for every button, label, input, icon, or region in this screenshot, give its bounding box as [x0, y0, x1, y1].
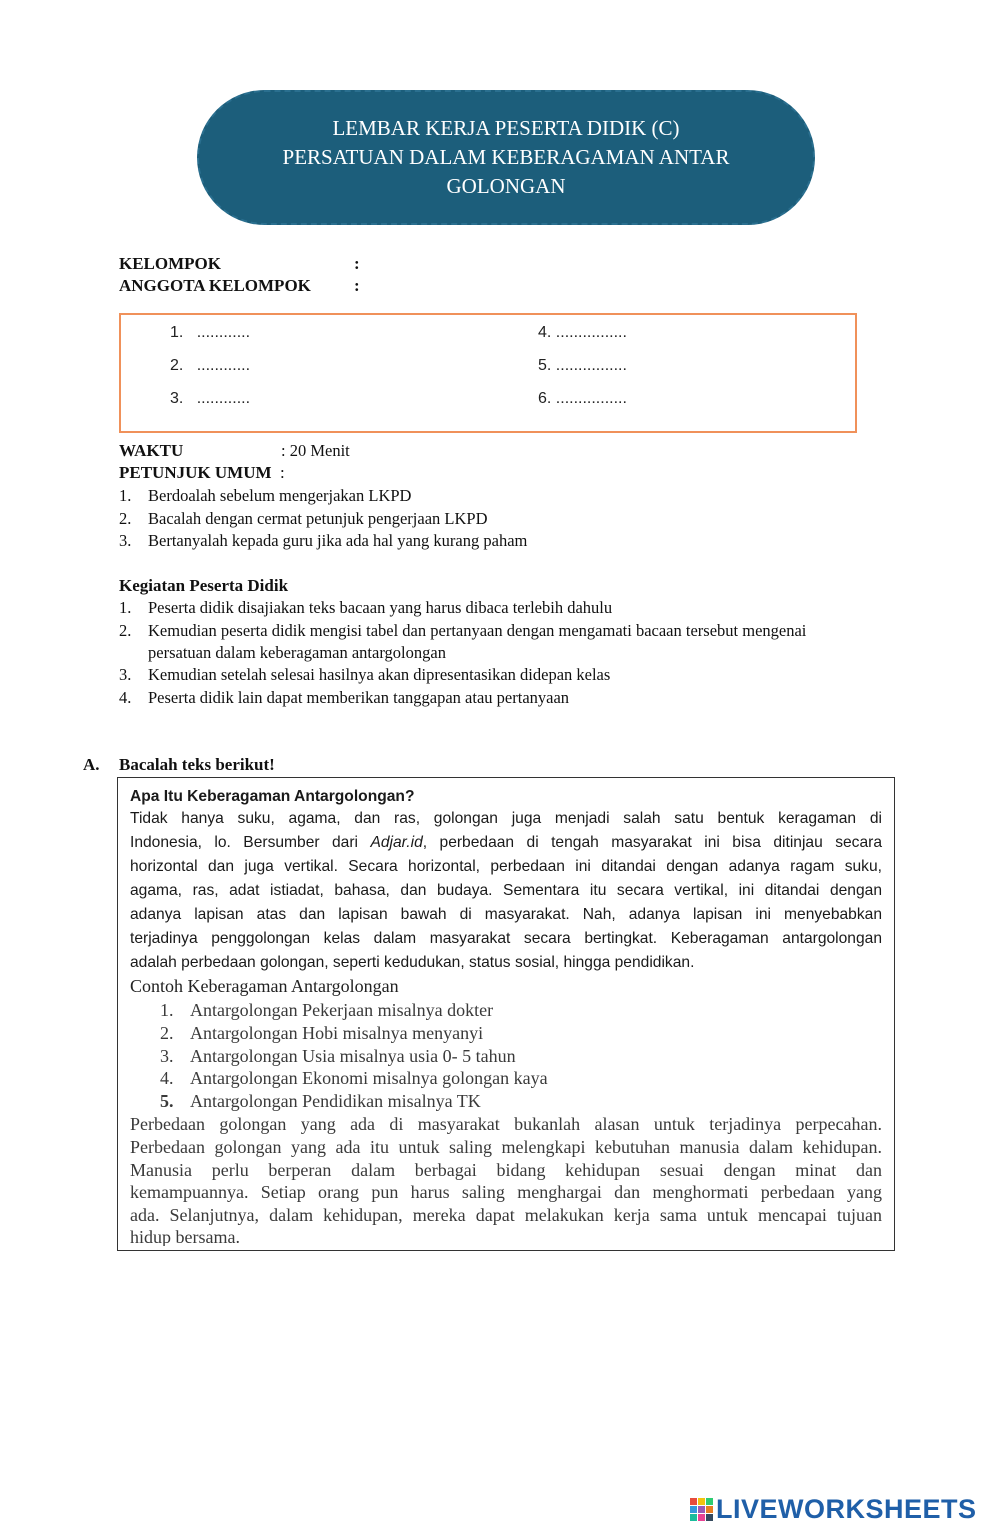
kegiatan-num-3: 3. — [119, 665, 132, 684]
kegiatan-num-2: 2. — [119, 621, 132, 640]
closing-line-4: kemampuannya. Setiap orang pun harus saling menghargai dan menghormati perbedaan yang — [130, 1182, 882, 1202]
petunjuk-item-3: Bertanyalah kepada guru jika ada hal yang kurang paham — [148, 531, 528, 550]
reading-line-4: agama, ras, adat istiadat, bahasa, dan budaya. Sementara itu secara vertikal, ini ditandai dengan — [130, 882, 882, 899]
logo-square — [706, 1506, 713, 1513]
reading-line-5: adanya lapisan atas dan lapisan bawah di masyarakat. Nah, adanya lapisan ini menyebabkan — [130, 906, 882, 923]
petunjuk-item-1: Berdoalah sebelum mengerjakan LKPD — [148, 486, 412, 505]
anggota-label: ANGGOTA KELOMPOK — [119, 276, 311, 295]
reading-line-2: Indonesia, lo. Bersumber dari Adjar.id, perbedaan di tengah masyarakat ini bisa ditinjau secara — [130, 834, 883, 851]
kegiatan-title: Kegiatan Peserta Didik — [119, 576, 289, 595]
petunjuk-num-3: 3. — [119, 531, 132, 550]
kegiatan-item-1: Peserta didik disajiakan teks bacaan yang harus dibaca terlebih dahulu — [148, 598, 613, 617]
contoh-item-5: Antargolongan Pendidikan misalnya TK — [190, 1091, 481, 1111]
petunjuk-num-2: 2. — [119, 509, 132, 528]
contoh-item-1: Antargolongan Pekerjaan misalnya dokter — [190, 1000, 494, 1020]
logo-square — [698, 1514, 705, 1521]
contoh-num-4: 4. — [160, 1068, 174, 1088]
logo-mark-icon — [690, 1498, 713, 1521]
kegiatan-item-2: Kemudian peserta didik mengisi tabel dan pertanyaan dengan mengamati bacaan tersebut mengenai — [148, 621, 807, 640]
reading-line-3: horizontal dan juga vertikal. Secara horizontal, perbedaan ini ditandai dengan adanya ragam suku, — [130, 858, 882, 875]
reading-line-1: Tidak hanya suku, agama, dan ras, golongan juga menjadi salah satu bentuk keragaman di — [130, 810, 882, 827]
contoh-title: Contoh Keberagaman Antargolongan — [130, 976, 399, 996]
logo-square — [690, 1498, 697, 1505]
closing-line-6-clip — [130, 1227, 240, 1246]
petunjuk-title: PETUNJUK UMUM : — [119, 463, 285, 482]
petunjuk-item-2: Bacalah dengan cermat petunjuk pengerjaan LKPD — [148, 509, 488, 528]
logo-square — [690, 1506, 697, 1513]
reading-heading: Apa Itu Keberagaman Antargolongan? — [130, 788, 415, 805]
reading-line-7: adalah perbedaan golongan, seperti kedudukan, status sosial, hingga pendidikan. — [130, 954, 695, 971]
logo-text: LIVEWORKSHEETS — [716, 1494, 977, 1524]
title-banner — [197, 90, 815, 225]
contoh-num-3: 3. — [160, 1046, 174, 1066]
closing-line-5: ada. Selanjutnya, dalam kehidupan, mereka dapat melakukan kerja sama untuk mencapai tujuan — [130, 1205, 882, 1225]
title-line-2: PERSATUAN DALAM KEBERAGAMAN ANTAR — [282, 145, 730, 169]
contoh-item-2: Antargolongan Hobi misalnya menyanyi — [190, 1023, 484, 1043]
reading-line-6: terjadinya penggolongan kelas dalam masyarakat secara bertingkat. Keberagaman antargolongan — [130, 930, 882, 947]
kegiatan-num-1: 1. — [119, 598, 132, 617]
logo-square — [698, 1498, 705, 1505]
section-a-title: Bacalah teks berikut! — [119, 755, 275, 774]
contoh-num-2: 2. — [160, 1023, 174, 1043]
anggota-colon: : — [354, 276, 360, 295]
waktu-label: WAKTU — [119, 441, 184, 460]
title-line-1: LEMBAR KERJA PESERTA DIDIK (C) — [332, 116, 680, 140]
kelompok-label: KELOMPOK — [119, 254, 221, 273]
kegiatan-item-2-cont: persatuan dalam keberagaman antargolongan — [148, 643, 446, 662]
closing-line-1: Perbedaan golongan yang ada di masyarakat bukanlah alasan untuk terjadinya perpecahan. — [130, 1114, 882, 1134]
contoh-num-1: 1. — [160, 1000, 174, 1020]
contoh-num-5: 5. — [160, 1091, 174, 1111]
petunjuk-num-1: 1. — [119, 486, 132, 505]
member-2[interactable]: 2. ............ — [170, 357, 251, 374]
waktu-value: : 20 Menit — [281, 441, 350, 460]
liveworksheets-logo — [690, 1494, 977, 1525]
logo-square — [698, 1506, 705, 1513]
member-1[interactable]: 1. ............ — [170, 324, 251, 341]
closing-line-6: hidup bersama. — [130, 1227, 240, 1246]
logo-square — [706, 1498, 713, 1505]
member-6[interactable]: 6. ................ — [538, 390, 627, 407]
kegiatan-item-4: Peserta didik lain dapat memberikan tanggapan atau pertanyaan — [148, 688, 570, 707]
closing-line-2: Perbedaan golongan yang ada itu untuk saling melengkapi kebutuhan manusia dalam kehidupan. — [130, 1137, 882, 1157]
member-5[interactable]: 5. ................ — [538, 357, 627, 374]
kelompok-colon: : — [354, 254, 360, 273]
logo-square — [690, 1514, 697, 1521]
section-a-letter: A. — [83, 755, 100, 774]
logo-square — [706, 1514, 713, 1521]
member-3[interactable]: 3. ............ — [170, 390, 251, 407]
closing-line-3: Manusia perlu berperan dalam berbagai bidang kehidupan sesuai dengan minat dan — [130, 1160, 882, 1180]
contoh-item-4: Antargolongan Ekonomi misalnya golongan kaya — [190, 1068, 548, 1088]
kegiatan-num-4: 4. — [119, 688, 132, 707]
contoh-item-3: Antargolongan Usia misalnya usia 0- 5 tahun — [190, 1046, 516, 1066]
source-italic: Adjar.id — [370, 834, 423, 851]
member-4[interactable]: 4. ................ — [538, 324, 627, 341]
kegiatan-item-3: Kemudian setelah selesai hasilnya akan dipresentasikan didepan kelas — [148, 665, 611, 684]
title-line-3: GOLONGAN — [446, 174, 566, 198]
